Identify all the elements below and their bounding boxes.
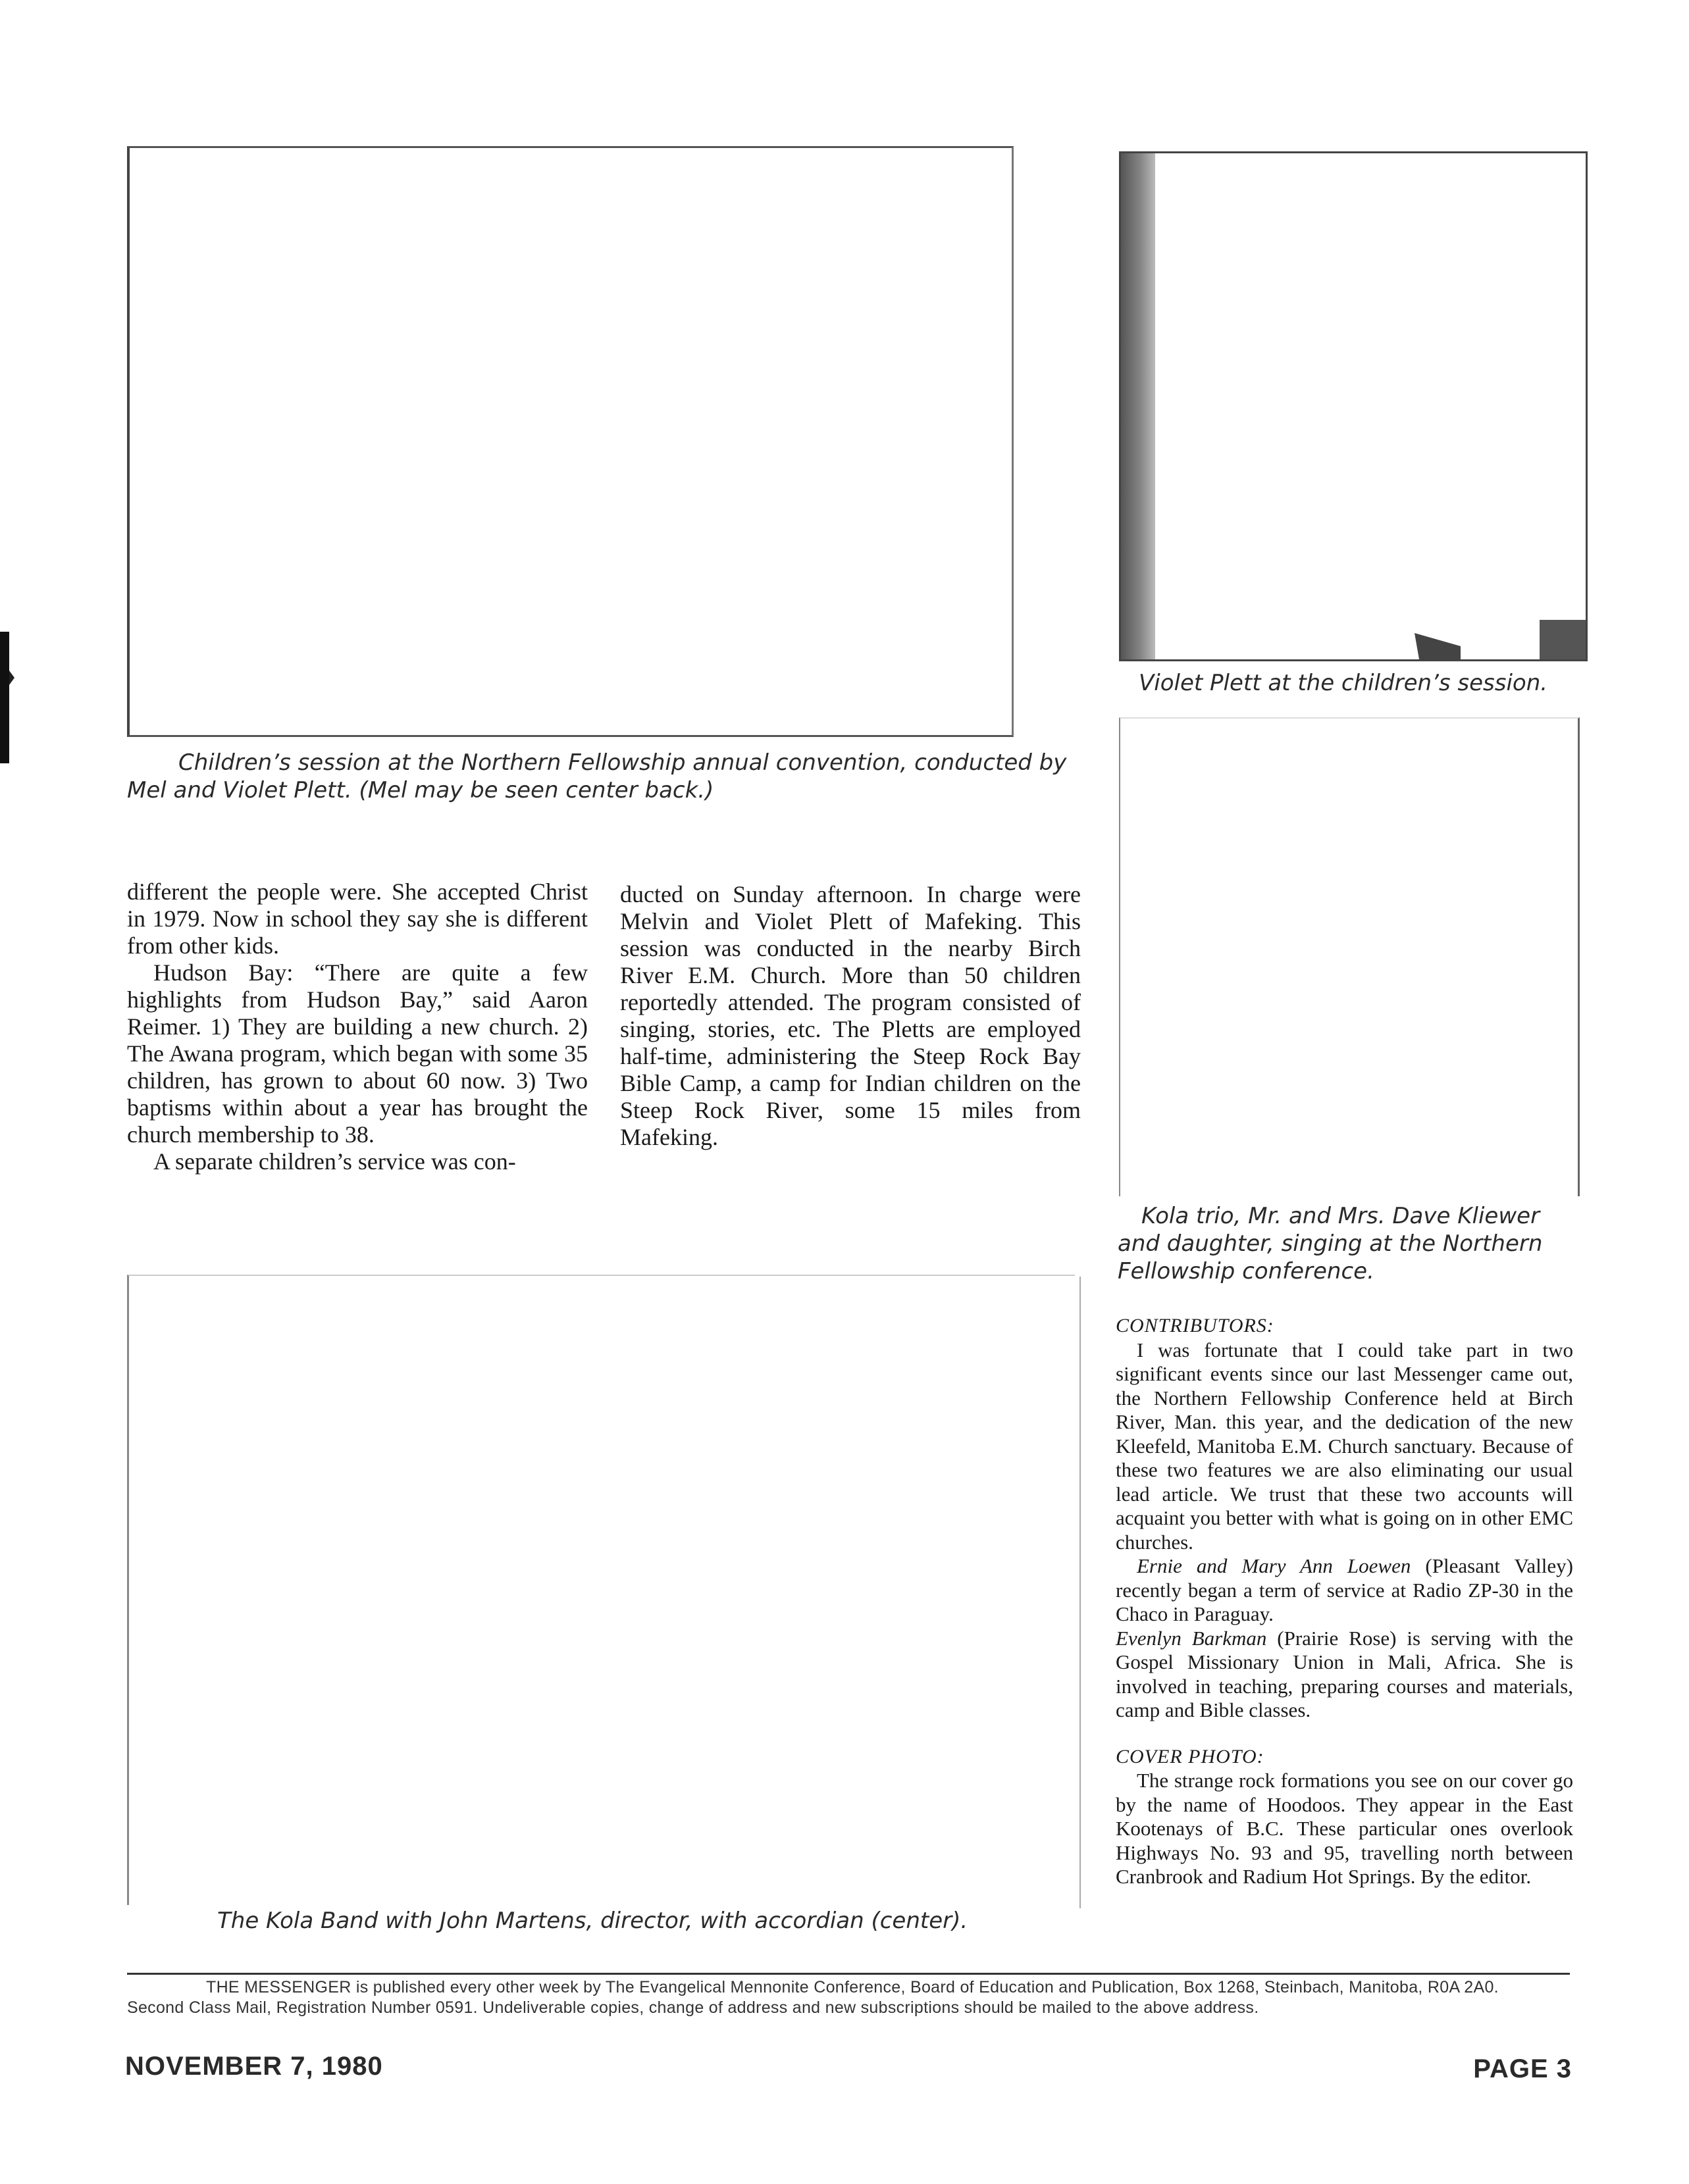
scan-edge-mark: [0, 632, 26, 717]
photo-dark-corner: [1540, 620, 1586, 659]
children-session-photo: [127, 146, 1014, 737]
photo-dark-edge: [1121, 153, 1155, 659]
article-paragraph: ducted on Sunday afternoon. In charge were Melvin and Violet Plett of Mafeking. This session was conducted in the nearby Birch River E.M. Church. More than 50 children reportedly attended. The program consisted of singing, stories, etc. The Pletts are employed half-time, administering the Steep Rock Bay Bible Camp, a camp for Indian children on the Steep Rock River, some 15 miles from Mafeking.: [620, 881, 1081, 1150]
contributor-name: Ernie and Mary Ann Loewen: [1137, 1554, 1411, 1577]
photo-dark-shape: [1415, 626, 1461, 659]
contributors-paragraph: [1116, 1554, 1573, 1627]
sidebar-rule: [1079, 1277, 1081, 1908]
violet-plett-caption: Violet Plett at the children’s session.: [1139, 670, 1548, 696]
article-paragraph: different the people were. She accepted Christ in 1979. Now in school they say she is different from other kids.: [127, 878, 588, 959]
cover-photo-heading: COVER PHOTO:: [1116, 1745, 1264, 1767]
article-paragraph: Hudson Bay: “There are quite a few highlights from Hudson Bay,” said Aaron Reimer. 1) They are building a new church. 2) The Awana program, which began with some 35 children, has grown to about 60 now. 3) Two baptisms within about a year has brought the church membership to 38.: [127, 959, 588, 1148]
publication-note: THE MESSENGER is published every other week by The Evangelical Mennonite Conference, Board of Education and Publication, Box 1268, Steinbach, Manitoba, R0A 2A0. Second Class Mail, Registration Number 0591. Undeliverable copies, change of address and new subscriptions should be mailed to the above address.: [127, 1978, 1499, 2017]
contributors-paragraph: [1116, 1627, 1573, 1723]
article-paragraph: A separate children’s service was con-: [153, 1148, 516, 1175]
contributor-name: Evenlyn Barkman: [1116, 1626, 1267, 1650]
kola-band-caption: The Kola Band with John Martens, director, with accordian (center).: [217, 1908, 968, 1934]
contributors-paragraph: I was fortunate that I could take part in two significant events since our last Messenger came out, the Northern Fellowship Conference held at Birch River, Man. this year, and the dedication of the new Kleefeld, Manitoba E.M. Church sanctuary. Because of these two features we are also eliminating our usual lead article. We trust that these two accounts will acquaint you better with what is going on in other EMC churches.: [1116, 1338, 1573, 1554]
kola-band-photo: [127, 1275, 1075, 1905]
cover-photo-paragraph: The strange rock formations you see on our cover go by the name of Hoodoos. They appear in the East Kootenays of B.C. These particular ones overlook Highways No. 93 and 95, travelling north between Cranbrook and Radium Hot Springs. By the editor.: [1116, 1769, 1573, 1888]
kola-trio-photo: [1119, 717, 1580, 1196]
contributors-heading: CONTRIBUTORS:: [1116, 1315, 1274, 1336]
article-column-2: [620, 881, 1081, 1151]
violet-plett-photo: [1119, 151, 1588, 661]
contributor-note: (Pleasant Valley) recently began a term of service at Radio ZP-30 in the Chaco in Paraguay.: [1116, 1554, 1573, 1625]
contributor-note: (Prairie Rose) is serving with the Gospel Missionary Union in Mali, Africa. She is involved in teaching, preparing courses and materials, camp and Bible classes.: [1116, 1626, 1573, 1721]
article-column-1: [127, 878, 588, 1175]
kola-trio-caption: Kola trio, Mr. and Mrs. Dave Kliewer and daughter, singing at the Northern Fellowship conference.: [1118, 1203, 1543, 1284]
page-number: PAGE 3: [1473, 2054, 1572, 2083]
children-session-caption: Children’s session at the Northern Fellowship annual convention, conducted by Mel and Violet Plett. (Mel may be seen center back.): [127, 749, 1067, 803]
sidebar: [1116, 1314, 1573, 1889]
footer-rule: [127, 1973, 1570, 1975]
issue-date: NOVEMBER 7, 1980: [125, 2052, 383, 2081]
